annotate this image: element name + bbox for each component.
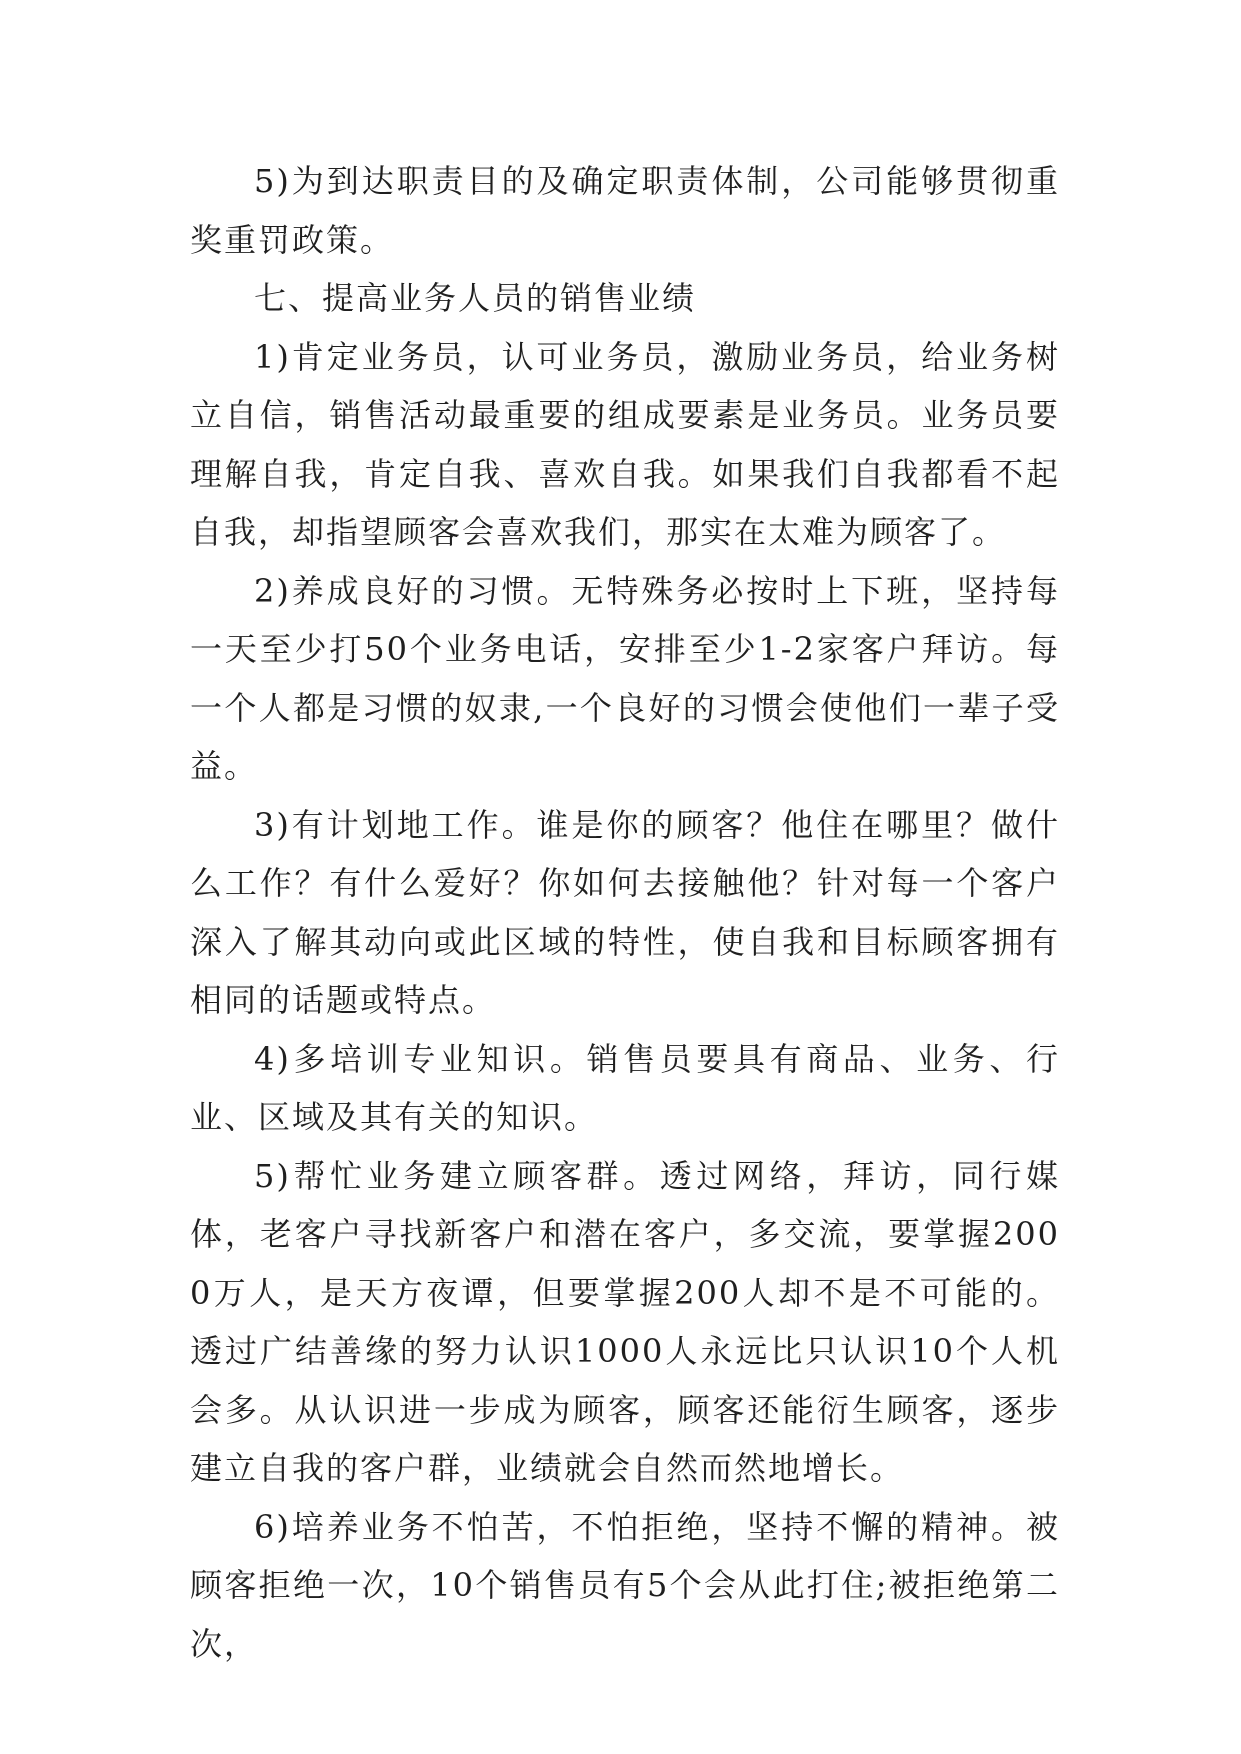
paragraph-professional-training: 4)多培训专业知识。销售员要具有商品、业务、行业、区域及其有关的知识。 — [190, 1039, 1060, 1136]
paragraph-affirm-salesperson: 1)肯定业务员，认可业务员，激励业务员，给业务树立自信，销售活动最重要的组成要素是业务员。业务员要理解自我，肯定自我、喜欢自我。如果我们自我都看不起自我，却指望顾客会喜欢我们，那实在太难为顾客了。 — [190, 337, 1060, 551]
section-heading-sales-performance: 七、提高业务人员的销售业绩 — [254, 279, 697, 317]
paragraph-good-habits: 2)养成良好的习惯。无特殊务必按时上下班，坚持每一天至少打50个业务电话，安排至少1-2家客户拜访。每一个人都是习惯的奴隶,一个良好的习惯会使他们一辈子受益。 — [190, 571, 1060, 785]
document-body — [190, 152, 1060, 1673]
paragraph-perseverance: 6)培养业务不怕苦，不怕拒绝，坚持不懈的精神。被顾客拒绝一次，10个销售员有5个会从此打住;被拒绝第二次， — [190, 1507, 1060, 1663]
paragraph-planned-work: 3)有计划地工作。谁是你的顾客？他住在哪里？做什么工作？有什么爱好？你如何去接触他？针对每一个客户深入了解其动向或此区域的特性，使自我和目标顾客拥有相同的话题或特点。 — [190, 805, 1060, 1019]
paragraph-customer-base: 5)帮忙业务建立顾客群。透过网络，拜访，同行媒体，老客户寻找新客户和潜在客户，多交流，要掌握2000万人，是天方夜谭，但要掌握200人却不是不可能的。透过广结善缘的努力认识1000人永远比只认识10个人机会多。从认识进一步成为顾客，顾客还能衍生顾客，逐步建立自我的客户群，业绩就会自然而然地增长。 — [190, 1156, 1060, 1487]
paragraph-reward-punishment: 5)为到达职责目的及确定职责体制，公司能够贯彻重奖重罚政策。 — [190, 162, 1060, 259]
